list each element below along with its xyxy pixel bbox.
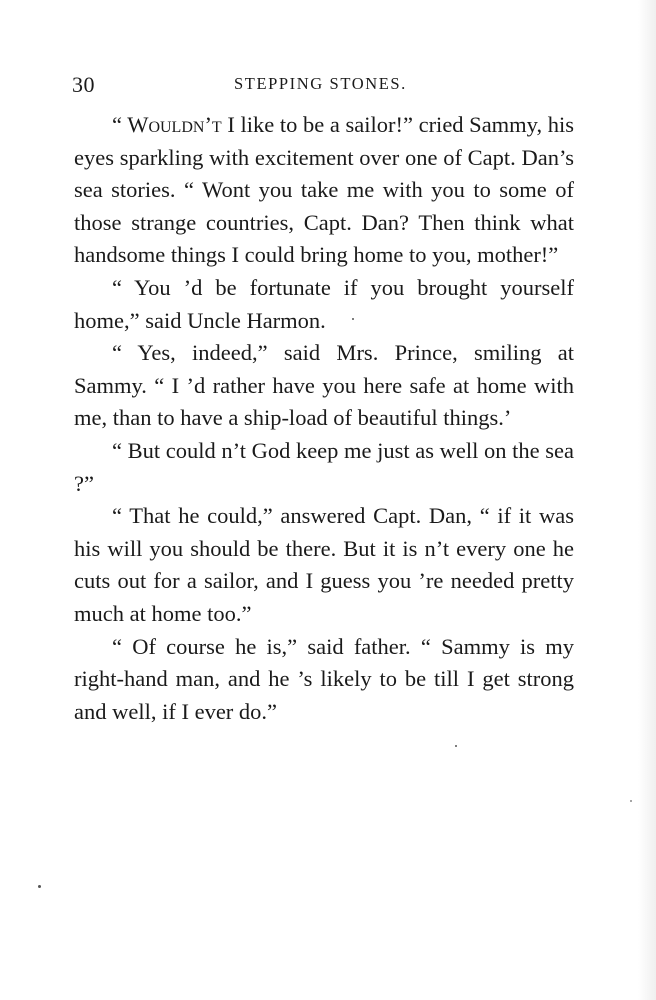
page-number: 30 [72, 72, 95, 97]
paragraph: “ But could n’t God keep me just as well on the sea ?” [74, 437, 574, 496]
paragraph-text: I like to be a sailor!” cried Sammy, his eyes sparkling with excitement over one of Capt. Dan’s sea stories. “ Wont you take me with you to some of those strange countries, Capt. Dan? Then think what handsome things I could bring home to you, mother!” [74, 112, 574, 268]
paragraph: “ Yes, indeed,” said Mrs. Prince, smiling at Sammy. “ I ’d rather have you here safe at home with me, than to have a ship-load of beautiful things.’ [74, 340, 574, 431]
page-edge-shading [638, 0, 656, 1000]
scan-speck [455, 745, 457, 747]
scan-speck [352, 318, 354, 320]
page-header [72, 72, 582, 102]
body-text [74, 109, 574, 728]
paragraph-opening: “ Wouldn’t [112, 112, 222, 137]
scan-speck [38, 885, 41, 888]
paragraph [74, 109, 574, 272]
running-title: STEPPING STONES. [234, 74, 407, 93]
paragraph: “ Of course he is,” said father. “ Sammy is my right-hand man, and he ’s likely to be till I get strong and well, if I ever do.” [74, 633, 574, 724]
scan-speck [630, 800, 632, 802]
paragraph: “ That he could,” answered Capt. Dan, “ if it was his will you should be there. But it is n’t every one he cuts out for a sailor, and I guess you ’re needed pretty much at home too.” [74, 503, 574, 626]
paragraph: “ You ’d be fortunate if you brought yourself home,” said Uncle Harmon. [74, 274, 574, 333]
